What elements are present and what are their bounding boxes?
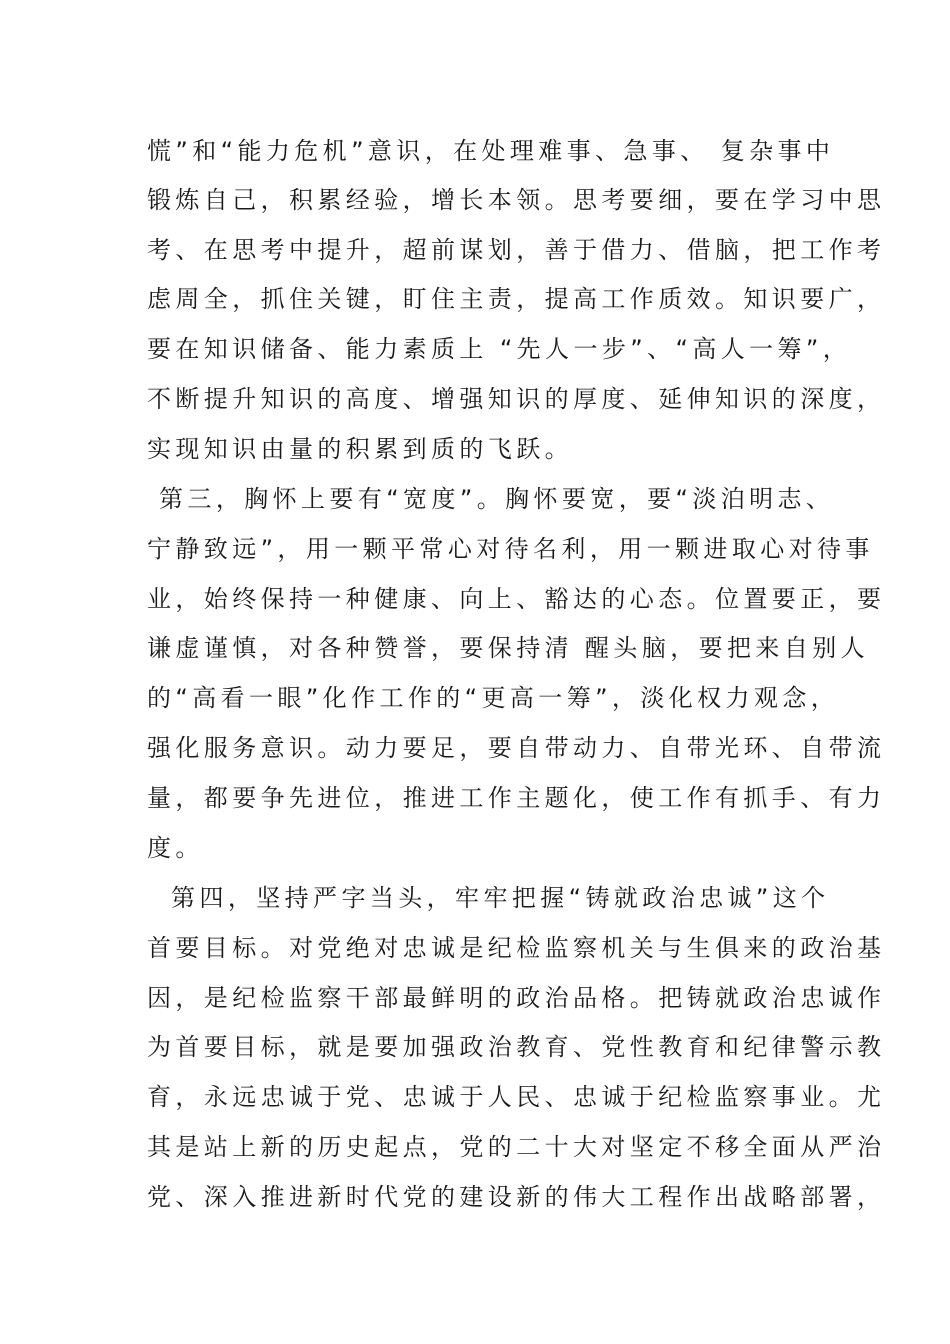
text-line: 实现知识由量的积累到质的飞跃。 bbox=[147, 435, 573, 463]
text-line: 不断提升知识的高度、增强知识的厚度、延伸知识的深度， bbox=[147, 385, 886, 413]
text-line: 首要目标。对党绝对忠诚是纪检监察机关与生俱来的政治基 bbox=[147, 934, 886, 962]
text-line: 育，永远忠诚于党、忠诚于人民、忠诚于纪检监察事业。尤 bbox=[147, 1083, 886, 1111]
text-line: 其是站上新的历史起点，党的二十大对坚定不移全面从严治 bbox=[147, 1133, 886, 1161]
text-line: 宁静致远”，用一颗平常心对待名利，用一颗进取心对待事 bbox=[147, 535, 874, 563]
text-line: 为首要目标，就是要加强政治教育、党性教育和纪律警示教 bbox=[147, 1033, 886, 1061]
text-line: 业，始终保持一种健康、向上、豁达的心态。位置要正，要 bbox=[147, 585, 886, 613]
text-line: 强化服务意识。动力要足，要自带动力、自带光环、自带流 bbox=[147, 734, 886, 762]
text-line: 党、深入推进新时代党的建设新的伟大工程作出战略部署， bbox=[147, 1183, 886, 1211]
text-line: 锻炼自己，积累经验，增长本领。思考要细，要在学习中思 bbox=[147, 186, 886, 214]
paragraph-start-line: 第四，坚持严字当头，牢牢把握“铸就政治忠诚”这个 bbox=[147, 884, 830, 912]
paragraph-start-line: 第三，胸怀上要有“宽度”。胸怀要宽，要“淡泊明志、 bbox=[147, 485, 835, 513]
text-line: 虑周全，抓住关键，盯住主责，提高工作质效。知识要广， bbox=[147, 285, 886, 313]
text-line: 因，是纪检监察干部最鲜明的政治品格。把铸就政治忠诚作 bbox=[147, 984, 886, 1012]
text-line: 慌”和“能力危机”意识，在处理难事、急事、 复杂事中 bbox=[147, 137, 835, 165]
text-line: 度。 bbox=[147, 834, 204, 862]
text-line: 考、在思考中提升，超前谋划，善于借力、借脑，把工作考 bbox=[147, 236, 886, 264]
text-line: 量，都要争先进位，推进工作主题化，使工作有抓手、有力 bbox=[147, 784, 886, 812]
text-line: 要在知识储备、能力素质上 “先人一步”、“高人一筹”， bbox=[147, 335, 852, 363]
text-line: 的“高看一眼”化作工作的“更高一筹”，淡化权力观念， bbox=[147, 684, 840, 712]
text-line: 谦虚谨慎，对各种赞誉，要保持清 醒头脑，要把来自别人 bbox=[147, 634, 870, 662]
